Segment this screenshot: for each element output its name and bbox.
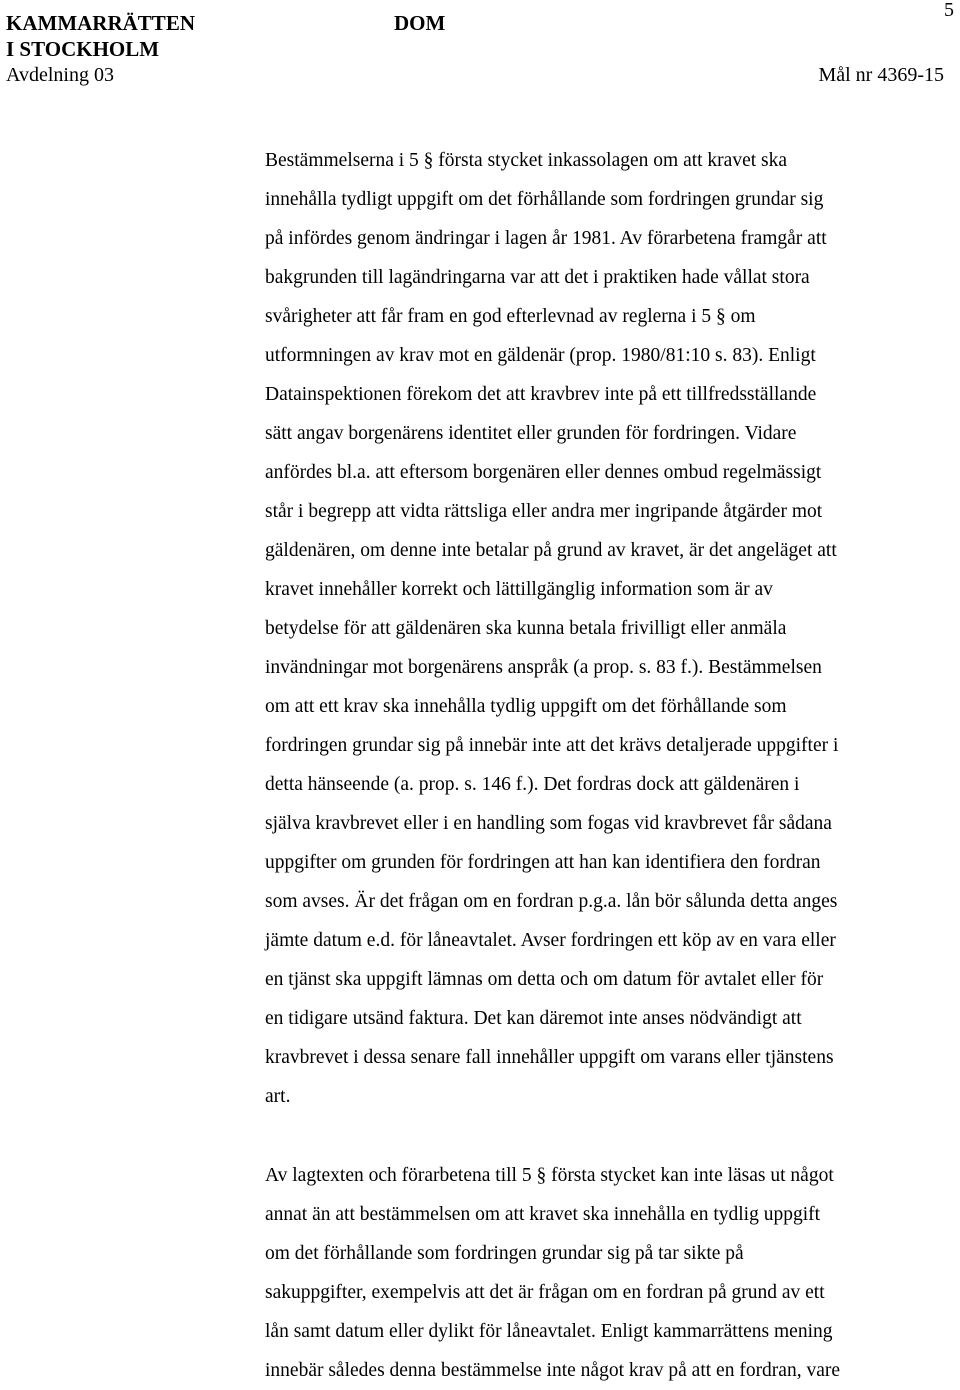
text-line: gäldenären, om denne inte betalar på grund av kravet, är det angeläget att: [265, 540, 837, 561]
court-name-line2: I STOCKHOLM: [6, 37, 160, 61]
text-line: anfördes bl.a. att eftersom borgenären eller dennes ombud regelmässigt: [265, 462, 822, 483]
text-line: Bestämmelserna i 5 § första stycket inkassolagen om att kravet ska: [265, 150, 788, 171]
text-line: sätt angav borgenärens identitet eller grunden för fordringen. Vidare: [265, 423, 797, 444]
page-number: 5: [944, 0, 954, 21]
text-line: på infördes genom ändringar i lagen år 1981. Av förarbetena framgår att: [265, 228, 827, 249]
division-label: Avdelning 03: [6, 64, 114, 86]
court-name-line1: KAMMARRÄTTEN: [6, 11, 195, 35]
text-line: själva kravbrevet eller i en handling som fogas vid kravbrevet får sådana: [265, 813, 832, 834]
text-line: sakuppgifter, exempelvis att det är frågan om en fordran på grund av ett: [265, 1282, 825, 1303]
page-header: [0, 0, 960, 100]
document-type: DOM: [394, 11, 446, 35]
paragraph-2: [265, 1156, 945, 1390]
text-line: utformningen av krav mot en gäldenär (prop. 1980/81:10 s. 83). Enligt: [265, 345, 816, 366]
text-line: står i begrepp att vidta rättsliga eller andra mer ingripande åtgärder mot: [265, 501, 823, 522]
text-line: detta hänseende (a. prop. s. 146 f.). Det fordras dock att gäldenären i: [265, 774, 800, 795]
text-line: en tjänst ska uppgift lämnas om detta och om datum för avtalet eller för: [265, 969, 824, 990]
text-line: Av lagtexten och förarbetena till 5 § första stycket kan inte läsas ut något: [265, 1165, 834, 1186]
court-name: [6, 10, 195, 62]
text-line: fordringen grundar sig på innebär inte att det krävs detaljerade uppgifter i: [265, 735, 839, 756]
text-line: bakgrunden till lagändringarna var att det i praktiken hade vållat stora: [265, 267, 810, 288]
text-line: betydelse för att gäldenären ska kunna betala frivilligt eller anmäla: [265, 618, 787, 639]
text-line: som avses. Är det frågan om en fordran p.g.a. lån bör sålunda detta anges: [265, 891, 838, 912]
text-line: kravbrevet i dessa senare fall innehåller uppgift om varans eller tjänstens: [265, 1047, 834, 1068]
text-line: annat än att bestämmelsen om att kravet ska innehålla en tydlig uppgift: [265, 1204, 821, 1225]
text-line: art.: [265, 1086, 291, 1107]
text-line: innebär således denna bestämmelse inte något krav på att en fordran, vare: [265, 1360, 841, 1381]
text-line: jämte datum e.d. för låneavtalet. Avser fordringen ett köp av en vara eller: [265, 930, 836, 951]
text-line: invändningar mot borgenärens anspråk (a prop. s. 83 f.). Bestämmelsen: [265, 657, 822, 678]
paragraph-1: [265, 141, 945, 1116]
text-line: uppgifter om grunden för fordringen att han kan identifiera den fordran: [265, 852, 821, 873]
case-number: Mål nr 4369-15: [818, 64, 944, 86]
text-line: lån samt datum eller dylikt för låneavtalet. Enligt kammarrättens mening: [265, 1321, 833, 1342]
text-line: innehålla tydligt uppgift om det förhållande som fordringen grundar sig: [265, 189, 824, 210]
text-line: om att ett krav ska innehålla tydlig uppgift om det förhållande som: [265, 696, 787, 717]
text-line: kravet innehåller korrekt och lättillgänglig information som är av: [265, 579, 773, 600]
text-line: om det förhållande som fordringen grundar sig på tar sikte på: [265, 1243, 744, 1264]
text-line: svårigheter att får fram en god efterlevnad av reglerna i 5 § om: [265, 306, 756, 327]
text-line: Datainspektionen förekom det att kravbrev inte på ett tillfredsställande: [265, 384, 817, 405]
text-line: en tidigare utsänd faktura. Det kan däremot inte anses nödvändigt att: [265, 1008, 802, 1029]
